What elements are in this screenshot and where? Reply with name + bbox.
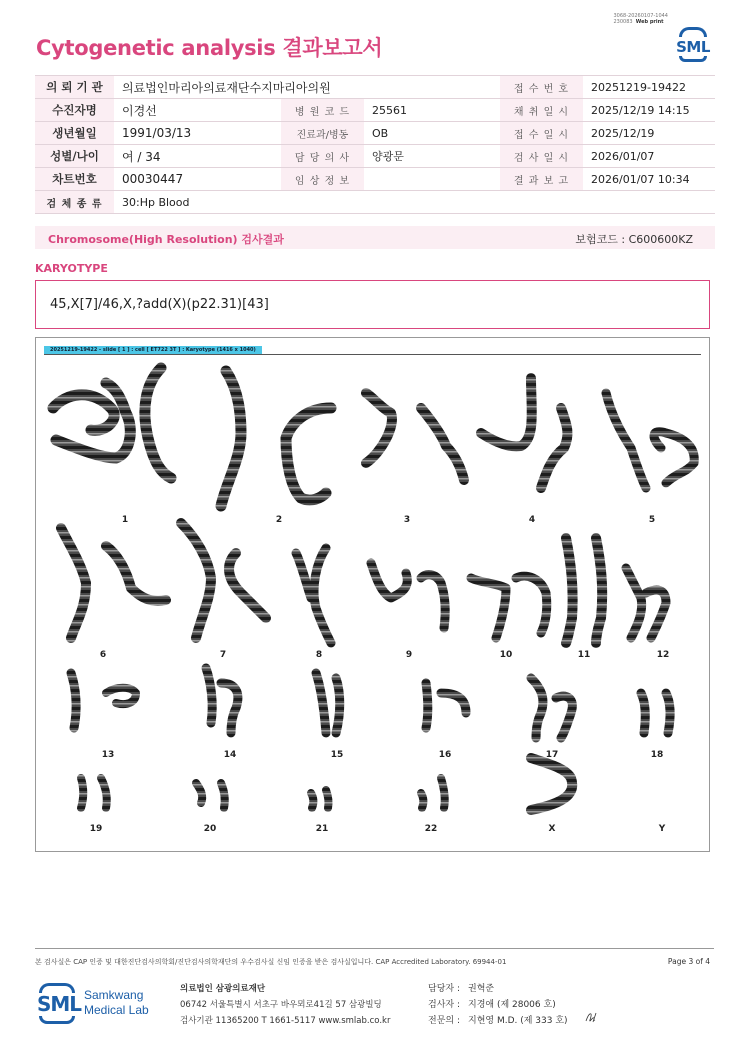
print-id-line1: 3068-20260107-1044 (613, 13, 668, 19)
chromosome-15b (336, 678, 340, 733)
chromosome-5b (654, 432, 694, 483)
chr-label-20: 20 (203, 824, 217, 834)
chr-label-19: 19 (89, 824, 103, 834)
chromosome-1c (145, 368, 171, 478)
chr-label-18: 18 (650, 750, 664, 760)
karyotype-image (35, 337, 710, 852)
report-title: Cytogenetic analysis 결과보고서 (36, 36, 383, 60)
info-value (364, 168, 500, 191)
staff-name: 지경애 (제 28006 호) (468, 1000, 556, 1010)
info-value: 의료법인마리아의료재단수지마리아의원 (114, 76, 500, 99)
image-caption: 20251219-19422 - slide [ 1 ] : cell [ ET722 3T ] : Karyotype (1416 x 1040) (44, 346, 262, 354)
chromosome-18b (666, 693, 670, 733)
section-title: Chromosome(High Resolution) 검사결과 (48, 233, 284, 246)
org-contact: 검사기관 11365200 T 1661-5117 www.smlab.co.kr (180, 1016, 391, 1026)
chromosome-7a (181, 523, 211, 638)
info-label: 담 당 의 사 (281, 145, 364, 168)
result-section-bar (35, 226, 715, 249)
info-row (35, 191, 715, 214)
chr-label-3: 3 (403, 515, 411, 525)
chromosome-9b (421, 575, 445, 628)
chromosome-13a (71, 673, 76, 728)
karyotype-label: KARYOTYPE (35, 262, 108, 275)
chromosome-10a (471, 578, 506, 638)
chromosome-19a (81, 778, 83, 808)
karyotype-box (35, 280, 710, 329)
info-label: 결 과 보 고 (500, 168, 583, 191)
chromosome-12b (646, 590, 666, 638)
chr-label-22: 22 (424, 824, 438, 834)
chr-label-x: X (548, 824, 556, 834)
chromosome-4a (481, 378, 532, 446)
chromosome-8b (314, 548, 331, 643)
info-value: 여 / 34 (114, 145, 281, 168)
chr-label-10: 10 (499, 650, 513, 660)
staff-role: 검사자 : (428, 1000, 460, 1010)
chromosome-2a (221, 371, 241, 506)
chromosome-22a (421, 793, 423, 808)
chromosome-17a (531, 678, 543, 738)
chr-label-2: 2 (275, 515, 283, 525)
info-label: 검 사 일 시 (500, 145, 583, 168)
print-mode: Web print (635, 19, 664, 25)
chromosome-22b (441, 778, 445, 808)
info-row (35, 122, 715, 145)
chromosome-19b (101, 778, 107, 808)
chromosome-8a (296, 553, 311, 598)
chromosome-14b (221, 683, 238, 733)
info-value: 2025/12/19 (583, 122, 715, 145)
staff-name: 권혁준 (468, 984, 495, 994)
info-value: 1991/03/13 (114, 122, 281, 145)
chromosome-6a (61, 528, 86, 638)
info-label: 수진자명 (35, 99, 114, 122)
signature (584, 1010, 600, 1024)
chr-label-14: 14 (223, 750, 237, 760)
chromosome-15a (316, 673, 326, 733)
info-label: 채 취 일 시 (500, 99, 583, 122)
info-row (35, 145, 715, 168)
org-address: 06742 서울특별시 서초구 바우뫼로41길 57 삼광빌딩 (180, 1000, 382, 1010)
org-name: 의료법인 삼광의료재단 (180, 984, 266, 994)
chromosome-20a (196, 783, 202, 803)
chromosome-9a (371, 563, 407, 598)
karyogram-svg (36, 338, 711, 853)
info-label: 의 뢰 기 관 (35, 76, 114, 99)
insurance-code: 보험코드 : C600600KZ (575, 233, 693, 246)
staff-role: 전문의 : (428, 1016, 460, 1026)
info-value: 20251219-19422 (583, 76, 715, 99)
chromosome-7b (229, 553, 266, 618)
info-label: 진료과/병동 (281, 122, 364, 145)
karyotype-value: 45,X[7]/46,X,?add(X)(p22.31)[43] (50, 297, 269, 312)
info-value: 25561 (364, 99, 500, 122)
chr-label-6: 6 (99, 650, 107, 660)
chromosome-11a (566, 538, 573, 643)
info-value: 30:Hp Blood (114, 191, 715, 214)
chromosome-10b (516, 576, 547, 633)
chromosome-5a (606, 393, 646, 488)
chromosome-4b (541, 408, 567, 488)
chromosome-14a (206, 668, 212, 723)
info-value: 2025/12/19 14:15 (583, 99, 715, 122)
chromosome-21a (311, 793, 313, 808)
accreditation-note: 본 검사실은 CAP 인증 및 대한진단검사의학회/진단검사의학재단의 우수검사실 신임 인증을 받은 검사실입니다. CAP Accredited Laboratory. 69944-01 (35, 958, 507, 966)
chr-label-16: 16 (438, 750, 452, 760)
page-number: Page 3 of 4 (667, 957, 710, 966)
chr-label-5: 5 (648, 515, 656, 525)
chr-label-8: 8 (315, 650, 323, 660)
info-label: 성별/나이 (35, 145, 114, 168)
chromosome-17b (556, 696, 572, 738)
chromosome-2b (286, 408, 331, 500)
info-value: 2026/01/07 10:34 (583, 168, 715, 191)
chromosome-21b (326, 790, 329, 808)
logo-sml-text: SML (37, 992, 82, 1016)
chromosome-16a (426, 683, 428, 728)
chromosome-3b (421, 408, 464, 480)
sml-logo (673, 26, 713, 62)
samkwang-logo (37, 982, 167, 1026)
info-label: 임 상 정 보 (281, 168, 364, 191)
info-row (35, 168, 715, 191)
chromosome-11b (596, 538, 602, 643)
info-label: 검 체 종 류 (35, 191, 114, 214)
sml-logo-text: SML (676, 38, 710, 56)
info-label: 접 수 일 시 (500, 122, 583, 145)
organization-info (180, 981, 390, 1029)
chr-label-1: 1 (121, 515, 129, 525)
print-id-line2: 230083 (613, 19, 633, 25)
info-value: 이경선 (114, 99, 281, 122)
chr-label-17: 17 (545, 750, 559, 760)
info-label: 병 원 코 드 (281, 99, 364, 122)
patient-info-table (35, 75, 715, 214)
chromosome-1a (53, 395, 114, 431)
chr-label-7: 7 (219, 650, 227, 660)
info-label: 생년월일 (35, 122, 114, 145)
staff-info (428, 981, 568, 1029)
info-label: 접 수 번 호 (500, 76, 583, 99)
logo-name-line2: Medical Lab (84, 1003, 149, 1017)
chromosome-13b (106, 688, 136, 704)
info-value: 00030447 (114, 168, 281, 191)
chr-label-4: 4 (528, 515, 536, 525)
chr-label-13: 13 (101, 750, 115, 760)
chromosome-x (531, 758, 572, 810)
chr-label-11: 11 (577, 650, 591, 660)
logo-name-line1: Samkwang (84, 988, 144, 1002)
chromosome-20b (221, 783, 225, 808)
chromosome-12a (626, 568, 642, 638)
chr-label-15: 15 (330, 750, 344, 760)
staff-role: 담당자 : (428, 984, 460, 994)
info-value: 양광문 (364, 145, 500, 168)
chr-label-12: 12 (656, 650, 670, 660)
staff-name: 지현영 M.D. (제 333 호) (468, 1016, 568, 1026)
info-row (35, 76, 715, 99)
chromosome-16b (441, 693, 466, 713)
chr-label-9: 9 (405, 650, 413, 660)
info-label: 차트번호 (35, 168, 114, 191)
chromosome-6b (106, 546, 166, 601)
chr-label-21: 21 (315, 824, 329, 834)
chromosome-3a (366, 393, 392, 463)
info-value: OB (364, 122, 500, 145)
info-value: 2026/01/07 (583, 145, 715, 168)
chr-label-y: Y (658, 824, 666, 834)
print-id (613, 13, 668, 25)
chromosome-18a (641, 693, 645, 733)
info-row (35, 99, 715, 122)
